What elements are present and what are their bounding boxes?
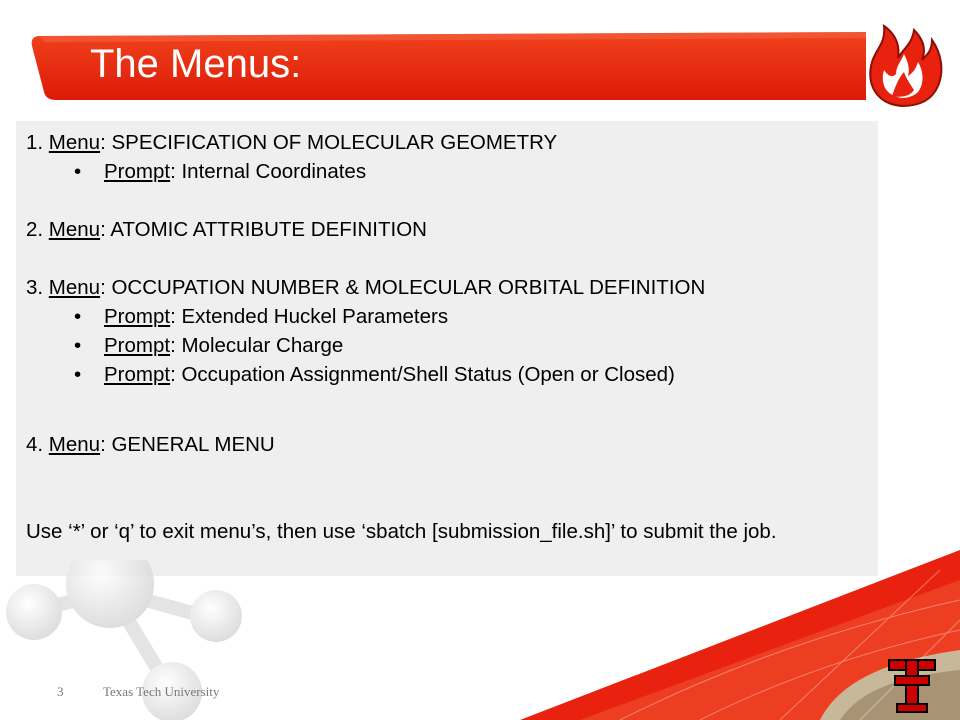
content-panel [16,121,878,576]
list-item [26,430,868,459]
menu-label: Menu [48,131,101,154]
flame-logo [862,14,946,110]
prompt-label: Prompt [104,363,171,386]
menu-text: : GENERAL MENU [100,433,275,456]
instruction-note: Use ‘*’ or ‘q’ to exit menu’s, then use ‘sbatch [submission_file.sh]’ to submit the job. [26,520,777,543]
prompt-item [26,302,868,331]
item-number: 4. [26,433,49,456]
prompt-item [26,360,868,389]
bullet-icon: • [74,305,82,328]
item-number: 2. [26,218,49,241]
item-number: 3. [26,276,49,299]
menu-text: : OCCUPATION NUMBER & MOLECULAR ORBITAL DEFINITION [100,276,706,299]
bullet-icon: • [74,334,82,357]
double-t-logo [887,658,937,714]
prompt-label: Prompt [104,160,171,183]
menu-label: Menu [48,218,101,241]
prompt-text: : Extended Huckel Parameters [170,305,449,328]
list-item [26,273,868,302]
prompt-text: : Molecular Charge [170,334,344,357]
menu-text: : SPECIFICATION OF MOLECULAR GEOMETRY [100,131,558,154]
menu-label: Menu [48,433,101,456]
prompt-label: Prompt [104,334,171,357]
item-number: 1. [26,131,49,154]
bullet-icon: • [74,363,82,386]
prompt-text: : Occupation Assignment/Shell Status (Open or Closed) [170,363,675,386]
prompt-label: Prompt [104,305,171,328]
footer-text: Texas Tech University [103,684,220,699]
menu-label: Menu [48,276,101,299]
slide-title: The Menus: [90,42,302,86]
list-item [26,128,868,157]
page-number: 3 [57,684,64,699]
prompt-item [26,157,868,186]
prompt-item [26,331,868,360]
menu-text: : ATOMIC ATTRIBUTE DEFINITION [100,218,427,241]
list-item [26,215,868,244]
bullet-icon: • [74,160,82,183]
prompt-text: : Internal Coordinates [170,160,367,183]
